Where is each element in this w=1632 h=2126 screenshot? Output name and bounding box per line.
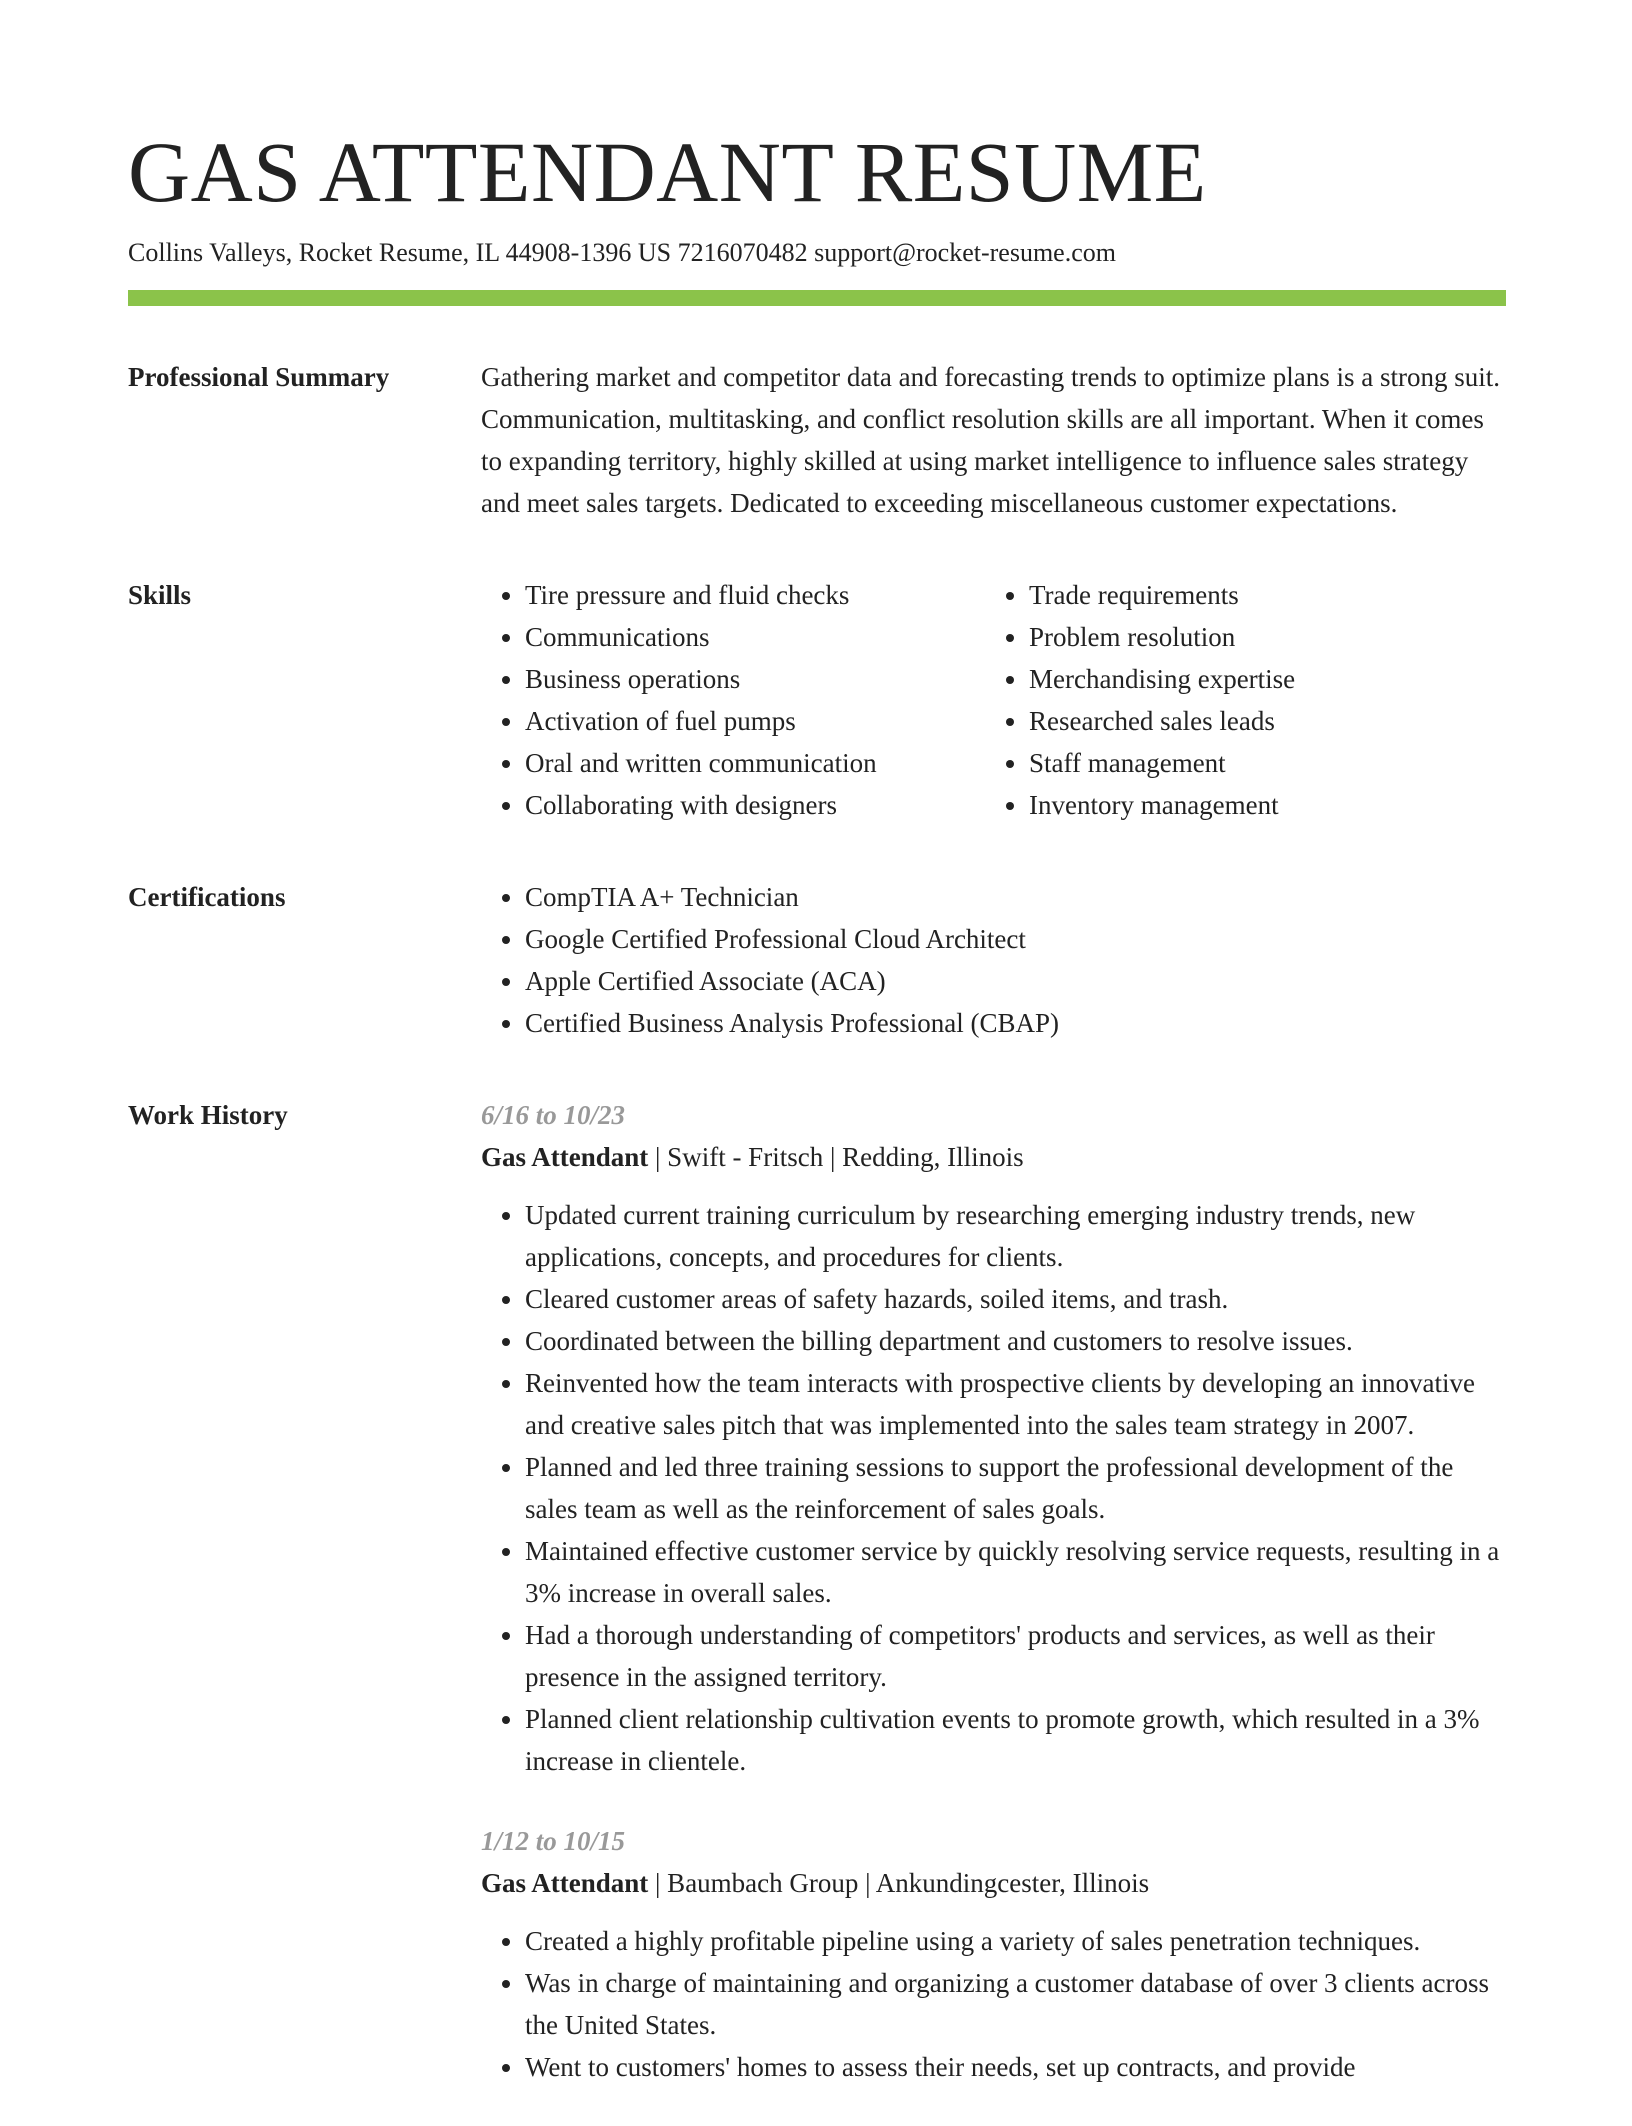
job-heading: [481, 1136, 1506, 1178]
certifications-list: [481, 876, 1506, 1044]
summary-text: Gathering market and competitor data and forecasting trends to optimize plans is a strong suit. Communication, multitasking, and conflict resolution skills are all important. When it comes to expanding territory, highly skilled at using market intelligence to influence sales strategy and meet sales targets. Dedicated to exceeding miscellaneous customer expectations.: [481, 362, 1500, 518]
certifications-body: [481, 876, 1506, 1044]
skill-item: • Oral and written communication: [525, 742, 985, 784]
skill-item: • Problem resolution: [1029, 616, 1295, 658]
job-bullet: • Planned and led three training sessions to support the professional development of the sales team as well as the reinforcement of sales goals.: [525, 1446, 1506, 1530]
work-history-section: [128, 1094, 1506, 2126]
job-dates: 6/16 to 10/23: [481, 1100, 626, 1130]
contact-line: Collins Valleys, Rocket Resume, IL 44908-1396 US 7216070482 support@rocket-resume.com: [128, 238, 1116, 267]
job-entry: [481, 1094, 1506, 1782]
certifications-section: [128, 876, 1506, 1044]
skill-item: • Business operations: [525, 658, 985, 700]
skill-item: • Tire pressure and fluid checks: [525, 574, 985, 616]
skill-item: • Communications: [525, 616, 985, 658]
header-divider: [128, 290, 1506, 306]
job-bullet: • Had a thorough understanding of competitors' products and services, as well as their presence in the assigned territory.: [525, 1614, 1506, 1698]
certification-item: • Google Certified Professional Cloud Architect: [525, 918, 1506, 960]
skill-item: • Staff management: [1029, 742, 1295, 784]
skill-item: • Trade requirements: [1029, 574, 1295, 616]
certification-item: • Certified Business Analysis Professional (CBAP): [525, 1002, 1506, 1044]
job-role: Gas Attendant: [481, 1868, 649, 1898]
skills-list-left: [481, 574, 985, 826]
section-title-certifications: Certifications: [128, 882, 286, 912]
job-bullet: • Coordinated between the billing department and customers to resolve issues.: [525, 1320, 1506, 1362]
resume-title: GAS ATTENDANT RESUME: [128, 124, 1207, 220]
skills-section: [128, 574, 1506, 826]
certification-item: • Apple Certified Associate (ACA): [525, 960, 1506, 1002]
job-bullet: • Updated current training curriculum by researching emerging industry trends, new applications, concepts, and procedures for clients.: [525, 1194, 1506, 1278]
job-bullets: [481, 1194, 1506, 1782]
section-title-work-history: Work History: [128, 1100, 288, 1130]
skills-body: [481, 574, 1506, 826]
job-bullet: • Was in charge of maintaining and organizing a customer database of over 3 clients across the United States.: [525, 1962, 1506, 2046]
job-bullet: • Reinvented how the team interacts with prospective clients by developing an innovative and creative sales pitch that was implemented into the sales team strategy in 2007.: [525, 1362, 1506, 1446]
summary-body: [481, 356, 1506, 524]
job-bullet: • Cleared customer areas of safety hazards, soiled items, and trash.: [525, 1278, 1506, 1320]
skill-item: • Inventory management: [1029, 784, 1295, 826]
job-bullets: [481, 1920, 1506, 2088]
summary-section: [128, 356, 1506, 524]
section-title-summary: Professional Summary: [128, 362, 390, 392]
certification-item: • CompTIA A+ Technician: [525, 876, 1506, 918]
skill-item: • Merchandising expertise: [1029, 658, 1295, 700]
section-title-skills: Skills: [128, 580, 192, 610]
skill-item: • Activation of fuel pumps: [525, 700, 985, 742]
resume-page: [128, 0, 1506, 2126]
job-heading: [481, 1862, 1506, 1904]
job-bullet: • Planned client relationship cultivation events to promote growth, which resulted in a 3% increase in clientele.: [525, 1698, 1506, 1782]
skills-list-right: [985, 574, 1295, 826]
job-details: | Swift - Fritsch | Redding, Illinois: [648, 1142, 1024, 1172]
job-entry: [481, 1820, 1506, 2088]
job-details: | Baumbach Group | Ankundingcester, Illinois: [648, 1868, 1150, 1898]
job-bullet: • Maintained effective customer service by quickly resolving service requests, resulting in a 3% increase in overall sales.: [525, 1530, 1506, 1614]
job-role: Gas Attendant: [481, 1142, 649, 1172]
skill-item: • Collaborating with designers: [525, 784, 985, 826]
job-dates: 1/12 to 10/15: [481, 1826, 626, 1856]
job-bullet: • Went to customers' homes to assess their needs, set up contracts, and provide: [525, 2046, 1506, 2088]
skill-item: • Researched sales leads: [1029, 700, 1295, 742]
job-bullet: • Created a highly profitable pipeline using a variety of sales penetration techniques.: [525, 1920, 1506, 1962]
work-history-body: [481, 1094, 1506, 2126]
